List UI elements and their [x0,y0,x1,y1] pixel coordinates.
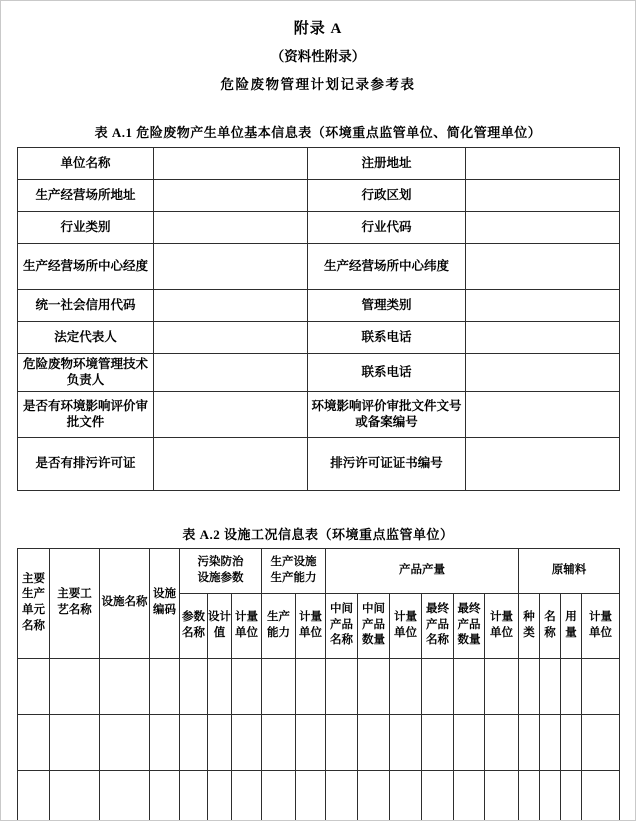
blank-cell [519,770,540,821]
blank-value-cell [466,244,620,290]
column-header: 名称 [540,593,561,658]
blank-cell [50,714,100,770]
blank-cell [422,714,454,770]
blank-value-cell [466,391,620,437]
blank-value-cell [154,244,308,290]
column-header: 设计值 [208,593,232,658]
field-label: 注册地址 [308,148,466,180]
blank-cell [454,770,485,821]
blank-cell [296,714,326,770]
column-header: 生产能力 [262,593,296,658]
blank-cell [180,714,208,770]
field-label: 排污许可证证书编号 [308,437,466,490]
field-label: 生产经营场所地址 [18,180,154,212]
blank-cell [18,714,50,770]
column-header: 计量单位 [390,593,422,658]
blank-cell [540,714,561,770]
column-header: 中间产品名称 [326,593,358,658]
blank-cell [582,658,620,714]
blank-value-cell [154,212,308,244]
field-label: 是否有环境影响评价审批文件 [18,391,154,437]
blank-value-cell [466,354,620,392]
field-label: 管理类别 [308,290,466,322]
table-row [18,180,620,212]
table-row [18,391,620,437]
field-label: 联系电话 [308,322,466,354]
field-label: 是否有排污许可证 [18,437,154,490]
blank-cell [208,658,232,714]
table-a1 [17,147,620,491]
table-row [18,148,620,180]
blank-cell [296,770,326,821]
blank-value-cell [154,391,308,437]
blank-cell [150,770,180,821]
blank-value-cell [466,180,620,212]
blank-cell [100,658,150,714]
table-a2 [17,548,620,821]
column-group-header: 污染防治设施参数 [180,548,262,593]
column-header: 中间产品数量 [358,593,390,658]
blank-value-cell [466,212,620,244]
blank-cell [232,770,262,821]
column-header: 计量单位 [296,593,326,658]
field-label: 行业代码 [308,212,466,244]
blank-cell [582,770,620,821]
column-group-header: 生产设施生产能力 [262,548,326,593]
blank-cell [262,770,296,821]
column-header: 最终产品名称 [422,593,454,658]
column-header: 主要工艺名称 [50,548,100,658]
blank-cell [208,770,232,821]
blank-cell [485,714,519,770]
blank-cell [18,770,50,821]
column-header: 用量 [561,593,582,658]
blank-cell [540,658,561,714]
blank-cell [561,658,582,714]
field-label: 行业类别 [18,212,154,244]
blank-cell [232,714,262,770]
appendix-note: （资料性附录） [270,49,366,64]
column-header: 最终产品数量 [454,593,485,658]
blank-cell [540,770,561,821]
blank-cell [454,658,485,714]
column-header: 设施编码 [150,548,180,658]
blank-value-cell [154,437,308,490]
document-title: 危险废物管理计划记录参考表 [220,77,416,92]
blank-value-cell [466,437,620,490]
column-header: 计量单位 [582,593,620,658]
blank-cell [358,770,390,821]
table-a2-caption: 表 A.2 设施工况信息表（环境重点监管单位） [182,526,454,542]
table-row [18,212,620,244]
blank-cell [358,658,390,714]
column-header: 种类 [519,593,540,658]
blank-cell [180,770,208,821]
column-header: 设施名称 [100,548,150,658]
field-label: 生产经营场所中心纬度 [308,244,466,290]
blank-cell [50,658,100,714]
blank-cell [326,714,358,770]
blank-cell [390,714,422,770]
blank-cell [390,658,422,714]
field-label: 行政区划 [308,180,466,212]
column-group-header: 原辅料 [519,548,620,593]
blank-cell [422,770,454,821]
blank-value-cell [154,322,308,354]
blank-cell [358,714,390,770]
appendix-label: 附录 A [293,21,343,37]
blank-value-cell [154,180,308,212]
blank-cell [150,714,180,770]
table-row [18,322,620,354]
blank-cell [50,770,100,821]
blank-value-cell [154,354,308,392]
blank-cell [150,658,180,714]
blank-cell [326,658,358,714]
blank-value-cell [154,290,308,322]
blank-cell [180,658,208,714]
blank-cell [485,770,519,821]
blank-cell [100,714,150,770]
empty-data-row [18,770,620,821]
blank-cell [422,658,454,714]
column-header: 主要生产单元名称 [18,548,50,658]
blank-cell [232,658,262,714]
blank-value-cell [154,148,308,180]
blank-cell [390,770,422,821]
blank-cell [454,714,485,770]
table-row [18,290,620,322]
column-header: 计量单位 [232,593,262,658]
blank-cell [519,714,540,770]
blank-cell [296,658,326,714]
table-row [18,437,620,490]
field-label: 生产经营场所中心经度 [18,244,154,290]
column-header: 计量单位 [485,593,519,658]
blank-cell [326,770,358,821]
field-label: 单位名称 [18,148,154,180]
empty-data-row [18,658,620,714]
blank-cell [485,658,519,714]
blank-value-cell [466,322,620,354]
blank-cell [519,658,540,714]
blank-cell [561,714,582,770]
field-label: 统一社会信用代码 [18,290,154,322]
blank-cell [262,658,296,714]
table-a1-caption: 表 A.1 危险废物产生单位基本信息表（环境重点监管单位、简化管理单位） [94,125,542,140]
blank-cell [561,770,582,821]
blank-cell [100,770,150,821]
table-row [18,354,620,392]
blank-cell [208,714,232,770]
table-row [18,244,620,290]
header-group-row [18,548,620,593]
blank-cell [582,714,620,770]
blank-value-cell [466,148,620,180]
field-label: 联系电话 [308,354,466,392]
blank-cell [262,714,296,770]
blank-cell [18,658,50,714]
empty-data-row [18,714,620,770]
field-label: 法定代表人 [18,322,154,354]
blank-value-cell [466,290,620,322]
column-header: 参数名称 [180,593,208,658]
column-group-header: 产品产量 [326,548,519,593]
field-label: 危险废物环境管理技术负责人 [18,354,154,392]
field-label: 环境影响评价审批文件文号或备案编号 [308,391,466,437]
